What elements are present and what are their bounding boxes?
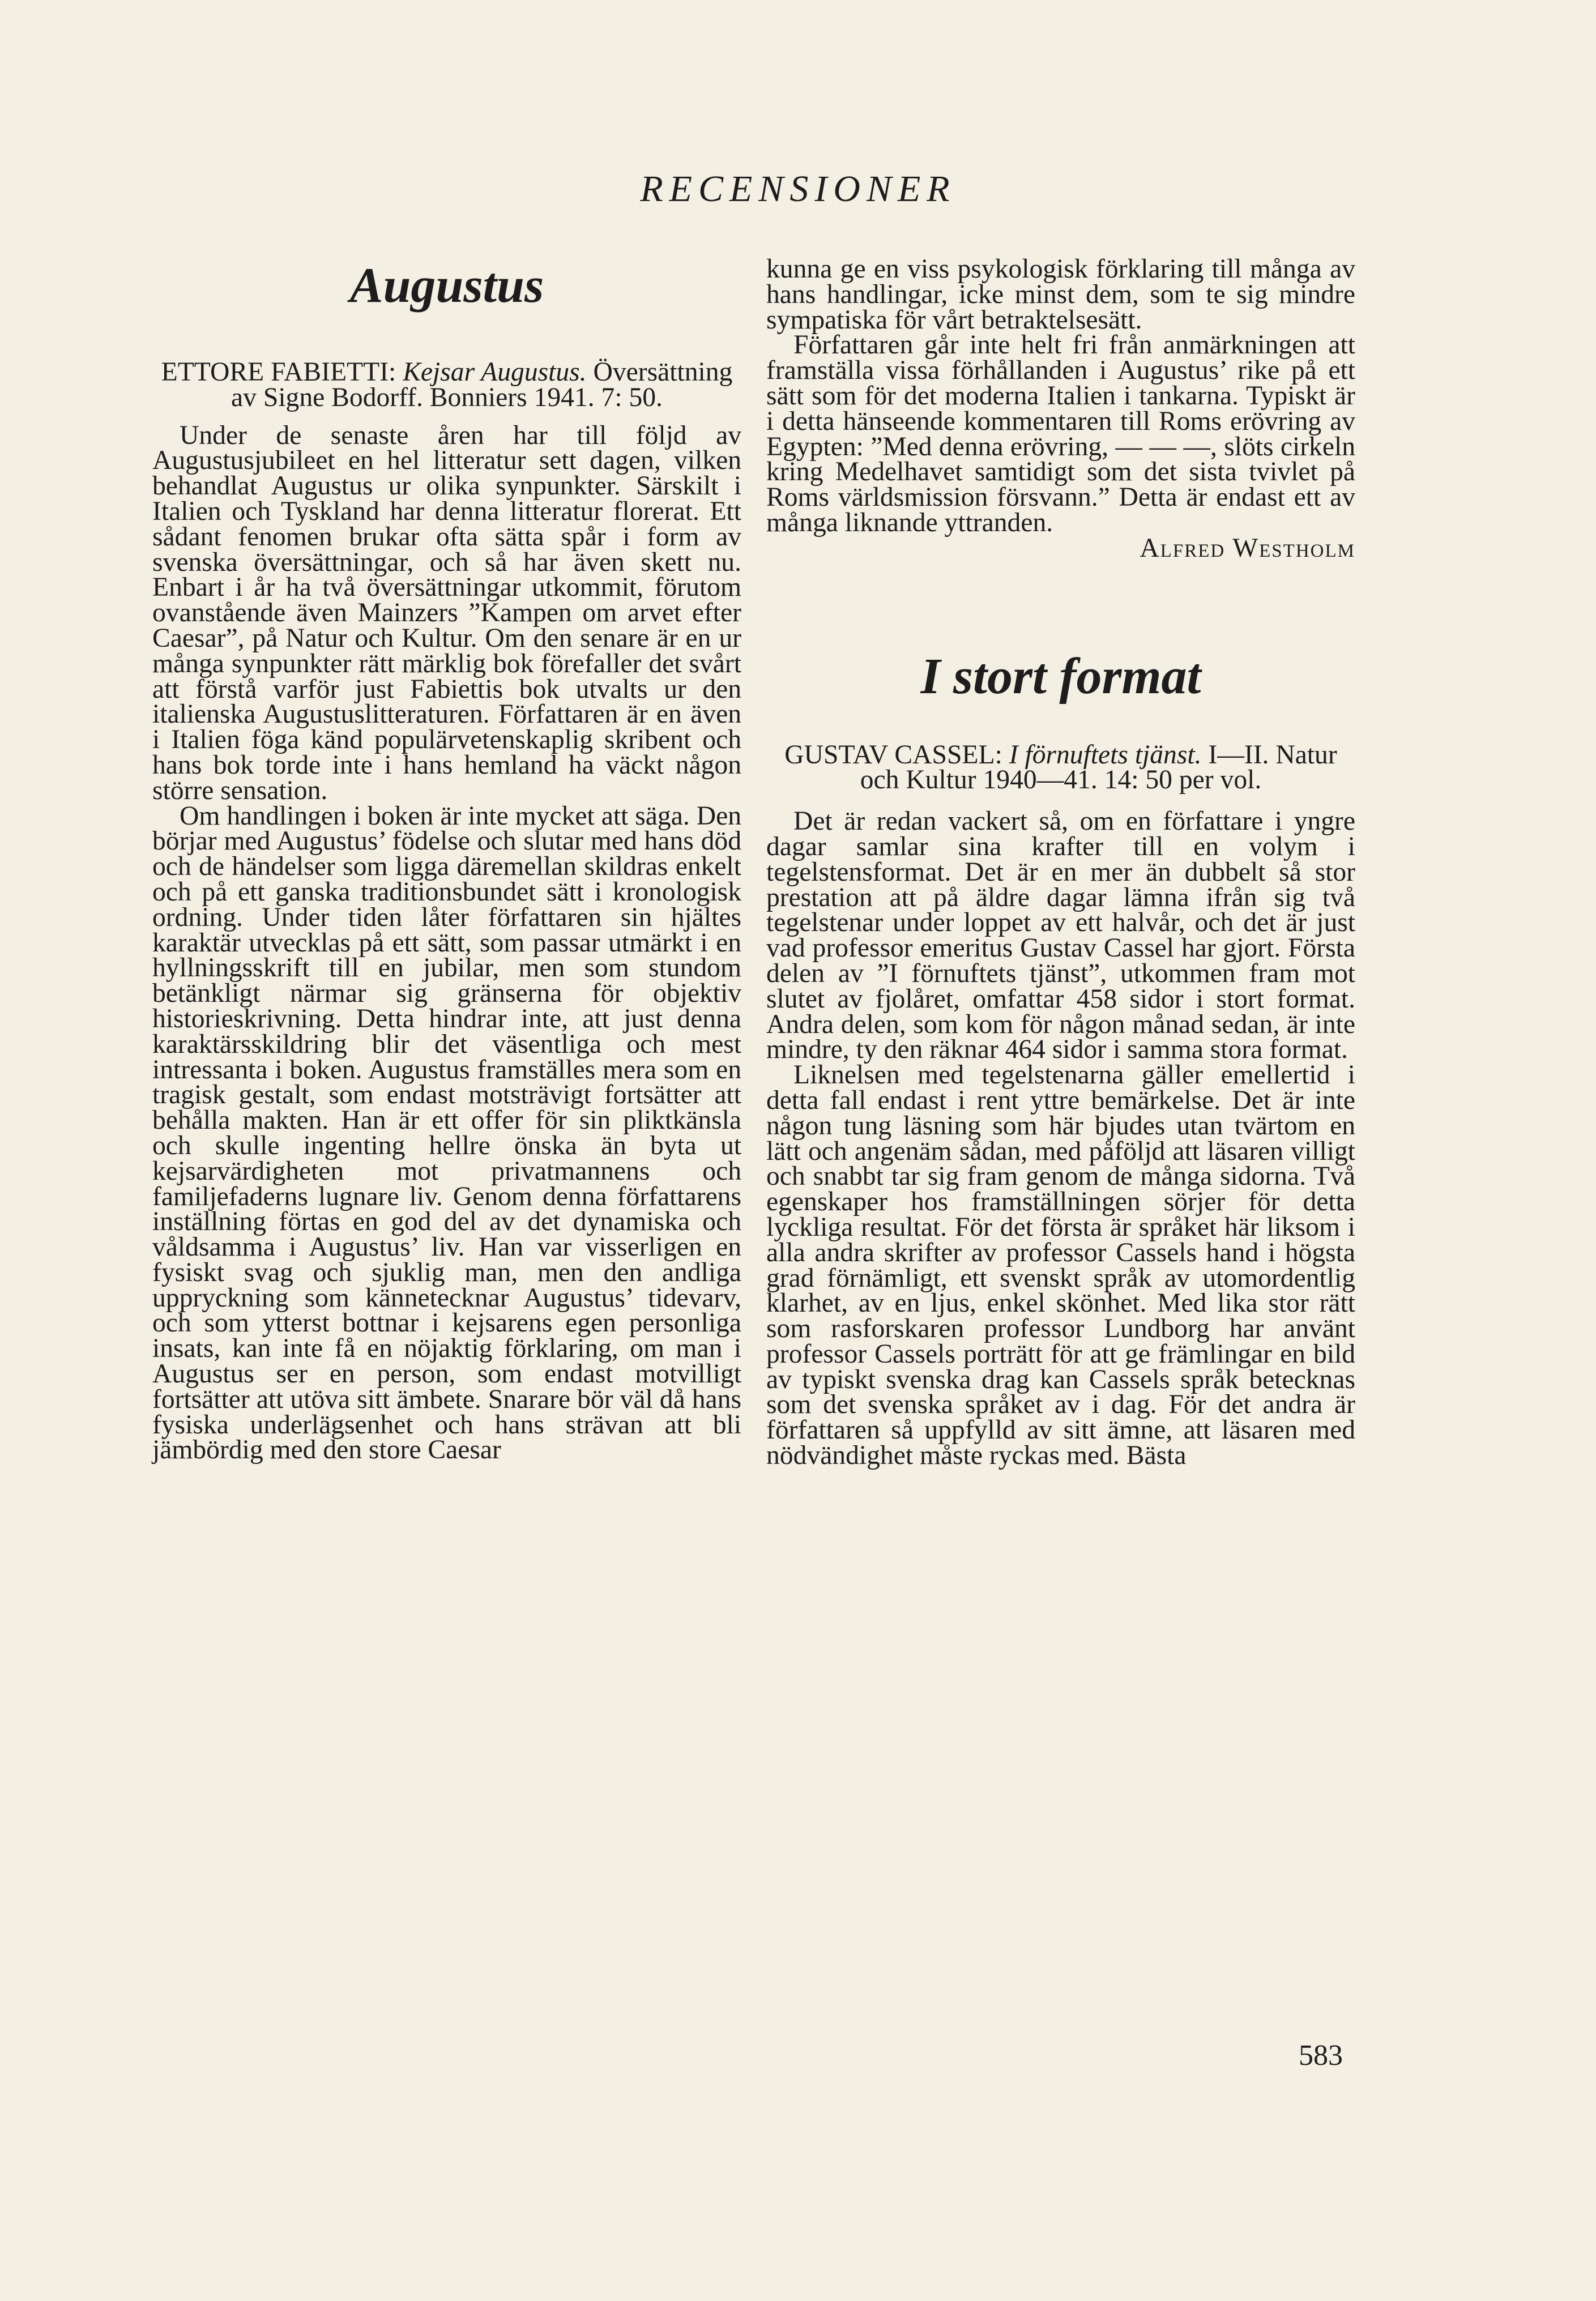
body-paragraph: Det är redan vackert så, om en författare i yngre dagar samlar sina krafter till en volym i tegelstensformat. Det är en mer än dubbelt så stor prestation att på äldre dagar lämna ifrån sig två tegelstenar under loppet av ett halvår, och det är just vad professor emeritus Gustav Cassel har gjort. Första delen av ”I förnuftets tjänst”, utkommen fram mot slutet av fjolåret, omfattar 458 sidor i stort format. Andra delen, som kom för någon månad sedan, är inte mindre, ty den räknar 464 sidor i samma stora format.: [766, 806, 1355, 1065]
review-title: I stort format: [920, 648, 1201, 705]
book-author: GUSTAV CASSEL:: [784, 740, 1002, 770]
body-paragraph: Författaren går inte helt fri från anmärkningen att framställa vissa förhållanden i Augustus’ rike på ett sätt som för det moderna Italien i tankarna. Typiskt är i detta hänseende kommentaren till Roms erövring av Egypten: ”Med denna erövring, — — —, slöts cirkeln kring Medelhavet samtidigt som det sista tvivlet på Roms världsmission försvann.” Detta är endast ett av många liknande yttranden.: [766, 330, 1355, 537]
bibliographic-entry: [152, 357, 741, 412]
body-paragraph: Under de senaste åren har till följd av Augustusjubileet en hel litteratur sett dagen, vilken behandlat Augustus ur olika synpunkter. Särskilt i Italien och Tyskland har denna litteratur florerat. Ett sådant fenomen brukar ofta sätta spår i form av svenska översättningar, och så har även skett nu. Enbart i år ha två översättningar utkommit, förutom ovanstående även Mainzers ”Kampen om arvet efter Caesar”, på Natur och Kultur. Om den senare är en ur många synpunkter rätt märklig bok förefaller det svårt att förstå varför just Fabiettis bok utvalts ur den italienska Augustuslitteraturen. Författaren är en även i Italien föga känd populärvetenskaplig skribent och hans bok torde inte i hans hemland ha väckt någon större sensation.: [152, 420, 741, 805]
book-title: I förnuftets tjänst.: [1009, 740, 1202, 770]
reviewer-signature: Alfred Westholm: [1140, 533, 1355, 563]
review-title: Augustus: [349, 258, 544, 313]
left-column: [152, 258, 741, 1463]
book-author: ETTORE FABIETTI:: [161, 357, 396, 387]
book-publication: Översättning av Signe Bodorff. Bonniers 1941. 7: 50.: [231, 357, 733, 412]
book-publication: I—II. Natur och Kultur 1940—41. 14: 50 per vol.: [860, 740, 1337, 795]
section-header: RECENSIONER: [640, 168, 956, 210]
body-paragraph: Om handlingen i boken är inte mycket att säga. Den börjar med Augustus’ födelse och slutar med hans död och de händelser som ligga däremellan skildras enkelt och på ett ganska traditionsbundet sätt i kronologisk ordning. Under tiden låter författaren sin hjältes karaktär utvecklas på ett sätt, som passar utmärkt i en hyllningsskrift till en jubilar, men som stundom betänkligt närmar sig gränserna för objektiv historieskrivning. Detta hindrar inte, att just denna karaktärsskildring blir det väsentliga och mest intressanta i boken. Augustus framställes mera som en tragisk gestalt, som endast motsträvigt fortsätter att behålla makten. Han är ett offer för sin pliktkänsla och skulle ingenting hellre önska än byta ut kejsarvärdigheten mot privatmannens och familjefaderns lugnare liv. Genom denna författarens inställning förtas en god del av det dynamiska och våldsamma i Augustus’ liv. Han var visserligen en fysiskt svag och sjuklig man, men den andliga uppryckning som kännetecknar Augustus’ tidevarv, och som ytterst bottnar i kejsarens egen personliga insats, kan inte få en nöjaktig förklaring, om man i Augustus ser en person, som endast motvilligt fortsätter att utöva sitt ämbete. Snarare bör väl då hans fysiska underlägsenhet och hans strävan att bli jämbördig med den store Caesar: [152, 801, 741, 1465]
page-number: 583: [1299, 2039, 1343, 2072]
body-paragraph: Liknelsen med tegelstenarna gäller emellertid i detta fall endast i rent yttre bemärkelse. Det är inte någon tung läsning som här bjudes utan tvärtom en lätt och angenäm sådan, med påföljd att läsaren villigt och snabbt tar sig fram genom de många sidorna. Två egenskaper hos framställningen sörjer för detta lyckliga resultat. För det första är språket här liksom i alla andra skrifter av professor Cassels hand i högsta grad förnämligt, ett svenskt språk av utomordentlig klarhet, av en ljus, enkel skönhet. Med lika stor rätt som rasforskaren professor Lundborg har använt professor Cassels porträtt för att ge främlingar en bild av typiskt svenska drag kan Cassels språk betecknas som det svenska språket av i dag. För det andra är författaren så uppfylld av sitt ämne, att läsaren med nödvändighet måste ryckas med. Bästa: [766, 1060, 1355, 1471]
body-paragraph: kunna ge en viss psykologisk förklaring till många av hans handlingar, icke minst dem, som te sig mindre sympatiska för vårt betraktelsesätt.: [766, 254, 1355, 335]
bibliographic-entry: [766, 742, 1355, 793]
book-title: Kejsar Augustus.: [403, 357, 587, 387]
right-column: [766, 254, 1355, 1471]
